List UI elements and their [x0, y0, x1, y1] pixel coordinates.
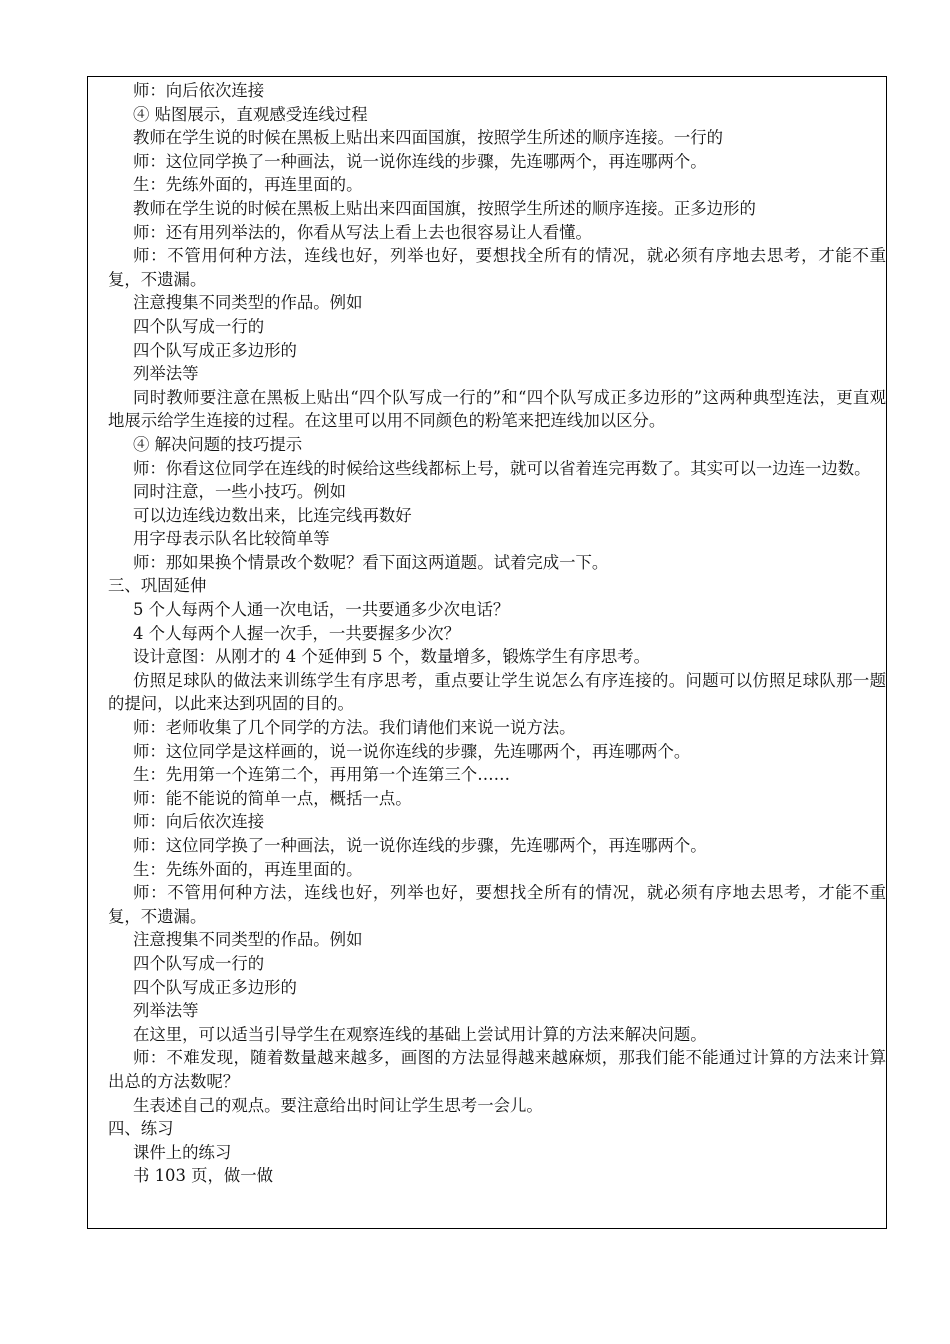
paragraph: 教师在学生说的时候在黑板上贴出来四面国旗，按照学生所述的顺序连接。一行的 — [133, 128, 724, 148]
paragraph: 师：这位同学换了一种画法，说一说你连线的步骤，先连哪两个，再连哪两个。 — [133, 836, 707, 855]
paragraph: ④ 贴图展示，直观感受连线过程 — [133, 104, 368, 124]
paragraph: 书 103 页，做一做 — [133, 1166, 274, 1186]
paragraph: 列举法等 — [133, 1001, 199, 1021]
paragraph: 师：那如果换个情景改个数呢？看下面这两道题。试着完成一下。 — [133, 552, 609, 572]
paragraph: 四个队写成正多边形的 — [133, 340, 297, 360]
paragraph: 注意搜集不同类型的作品。例如 — [133, 293, 363, 313]
paragraph: 师：能不能说的简单一点，概括一点。 — [133, 788, 412, 808]
paragraph: 在这里，可以适当引导学生在观察连线的基础上尝试用计算的方法来解决问题。 — [133, 1024, 707, 1044]
paragraph: 设计意图：从刚才的 4 个延伸到 5 个，数量增多，锻炼学生有序思考。 — [133, 647, 651, 667]
paragraph: 列举法等 — [133, 364, 199, 384]
paragraph: 师：不管用何种方法，连线也好，列举也好，要想找全所有的情况，就必须有序地去思考，才能不重复，不遗漏。 — [108, 246, 886, 289]
paragraph: 仿照足球队的做法来训练学生有序思考，重点要让学生说怎么有序连接的。问题可以仿照足球队那一题的提问，以此来达到巩固的目的。 — [108, 670, 886, 714]
paragraph: 师：还有用列举法的，你看从写法上看上去也很容易让人看懂。 — [133, 222, 592, 242]
paragraph: 师：这位同学换了一种画法，说一说你连线的步骤，先连哪两个，再连哪两个。 — [133, 151, 707, 171]
paragraph: 同时注意，一些小技巧。例如 — [133, 482, 347, 502]
paragraph: 四个队写成正多边形的 — [133, 977, 297, 997]
paragraph: 用字母表示队名比较简单等 — [133, 529, 330, 549]
section-heading: 四、练习 — [108, 1119, 174, 1139]
paragraph: 5 个人每两个人通一次电话，一共要通多少次电话？ — [133, 600, 510, 620]
paragraph: 师：老师收集了几个同学的方法。我们请他们来说一说方法。 — [133, 718, 576, 738]
paragraph: 注意搜集不同类型的作品。例如 — [133, 930, 363, 950]
paragraph: 师：不难发现，随着数量越来越多，画图的方法显得越来越麻烦，那我们能不能通过计算的方法来计算出总的方法数呢？ — [108, 1048, 886, 1091]
paragraph: 课件上的练习 — [133, 1142, 232, 1162]
paragraph: 四个队写成一行的 — [133, 316, 265, 336]
paragraph: 师：向后依次连接 — [133, 81, 265, 100]
paragraph: 师：这位同学是这样画的，说一说你连线的步骤，先连哪两个，再连哪两个。 — [133, 741, 691, 761]
paragraph: 师：你看这位同学在连线的时候给这些线都标上号，就可以省着连完再数了。其实可以一边连一边数。 — [133, 458, 871, 478]
paragraph: 生：先练外面的，再连里面的。 — [133, 175, 363, 195]
section-heading: 三、巩固延伸 — [108, 576, 207, 596]
paragraph: 4 个人每两个人握一次手，一共要握多少次？ — [133, 623, 461, 643]
paragraph: 师：不管用何种方法，连线也好，列举也好，要想找全所有的情况，就必须有序地去思考，才能不重复，不遗漏。 — [108, 883, 886, 926]
paragraph: 教师在学生说的时候在黑板上贴出来四面国旗，按照学生所述的顺序连接。正多边形的 — [133, 198, 756, 218]
paragraph: 四个队写成一行的 — [133, 953, 265, 973]
document-body — [108, 79, 886, 1188]
paragraph: 生：先用第一个连第二个，再用第一个连第三个…… — [133, 765, 510, 785]
paragraph: ④ 解决问题的技巧提示 — [133, 434, 303, 454]
paragraph: 同时教师要注意在黑板上贴出“四个队写成一行的”和“四个队写成正多边形的”这两种典型连法，更直观地展示给学生连接的过程。在这里可以用不同颜色的粉笔来把连线加以区分。 — [108, 387, 886, 431]
paragraph: 可以边连线边数出来，比连完线再数好 — [133, 505, 412, 525]
paragraph: 师：向后依次连接 — [133, 812, 265, 832]
paragraph: 生表述自己的观点。要注意给出时间让学生思考一会儿。 — [133, 1095, 543, 1115]
paragraph: 生：先练外面的，再连里面的。 — [133, 859, 363, 879]
